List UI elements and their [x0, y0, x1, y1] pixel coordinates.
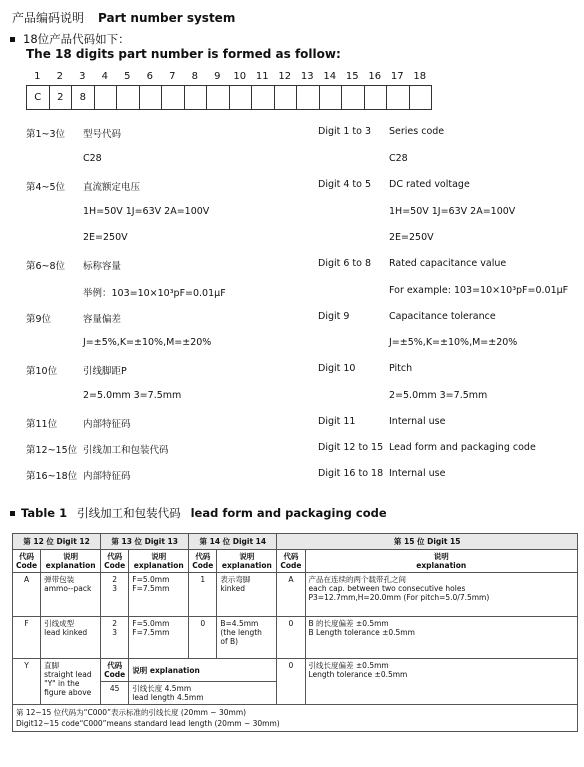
cn-position: 第10位 [26, 366, 58, 377]
en-position: Digit 1 to 3 [318, 126, 372, 137]
cn-description: 1H=50V 1J=63V 2A=100V [83, 206, 210, 217]
table1-title-en: Table 1 [21, 506, 68, 520]
table-cell: F=5.0mm F=7.5mm [129, 617, 189, 659]
digit-box [386, 86, 409, 109]
en-description: For example: 103=10×10³pF=0.01μF [389, 285, 569, 296]
code-header [101, 550, 129, 573]
digit-box [364, 86, 387, 109]
note-cn: 第 12~15 位代码为“C000”表示标准的引线长度 (20mm ~ 30mm) [16, 708, 247, 717]
cn-description: 型号代码 [83, 129, 122, 140]
table-subheader-row [13, 550, 578, 573]
en-description: DC rated voltage [389, 179, 470, 190]
table-header-row [13, 534, 578, 550]
digit-number: 9 [214, 71, 221, 82]
table-cell: A [13, 573, 41, 617]
table-note [13, 705, 578, 732]
intro-cn: 18位产品代码如下： [23, 32, 130, 46]
digit-box [296, 86, 319, 109]
en-position: Digit 12 to 15 [318, 442, 384, 453]
cn-position: 第6~8位 [26, 261, 66, 272]
expl-header [305, 550, 578, 573]
cn-description: C28 [83, 153, 102, 164]
cn-description: 容量偏差 [83, 314, 122, 325]
table-cell: 产品在连续的两个载带孔之间 each cap. between two consecutive holes P3=12.7mm,H=20.0mm (For pitch=5.0/7.5mm) [305, 573, 578, 617]
digit-number: 8 [191, 71, 198, 82]
table-cell: B=4.5mm (the length of B) [217, 617, 277, 659]
digit-number: 11 [255, 71, 269, 82]
digit-box [184, 86, 207, 109]
cn-description: J=±5%,K=±10%,M=±20% [83, 337, 212, 348]
digit-box: 2 [49, 86, 72, 109]
digit-box: 8 [71, 86, 94, 109]
digit-number: 12 [278, 71, 292, 82]
table-cell: B 的长度偏差 ±0.5mm B Length tolerance ±0.5mm [305, 617, 578, 659]
digit-number-row [26, 71, 426, 84]
code-en: Code [16, 561, 38, 570]
digit15-header: 第 15 位 Digit 15 [277, 534, 578, 550]
expl-header [217, 550, 277, 573]
digit-box [161, 86, 184, 109]
table-cell: 2 3 [101, 573, 129, 617]
en-position: Digit 6 to 8 [318, 258, 372, 269]
digit-number: 17 [390, 71, 404, 82]
expl-header [129, 550, 189, 573]
digit-number: 13 [300, 71, 314, 82]
table1-title-cn: 引线加工和包装代码 [77, 506, 181, 520]
digit-box [139, 86, 162, 109]
digit-number: 15 [345, 71, 359, 82]
table-cell: 引线成型 lead kinked [41, 617, 101, 659]
digit-box: C [34, 92, 42, 103]
header-en: Part number system [98, 11, 236, 25]
en-description: 2E=250V [389, 232, 434, 243]
table-cell: 0 [189, 617, 217, 659]
table-note-row [13, 705, 578, 732]
cn-position: 第9位 [26, 314, 52, 325]
en-description: Rated capacitance value [389, 258, 507, 269]
en-description: 2=5.0mm 3=7.5mm [389, 390, 488, 401]
table-cell: 0 [277, 617, 305, 659]
code-en: Code [104, 561, 126, 570]
lead-form-table [12, 533, 578, 732]
digit-number: 14 [323, 71, 337, 82]
cn-description: 内部特征码 [83, 471, 131, 482]
digit-box [116, 86, 139, 109]
en-position: Digit 4 to 5 [318, 179, 372, 190]
code-en: Code [280, 561, 302, 570]
expl-cn: 说明 [63, 552, 79, 561]
expl-en: explanation [133, 561, 184, 570]
code-en: Code [192, 561, 214, 570]
code-header [13, 550, 41, 573]
expl-cn: 说明 [239, 552, 255, 561]
table-cell: A [277, 573, 305, 617]
digit-box [251, 86, 274, 109]
digit-box [274, 86, 297, 109]
cn-description: 引线脚距P [83, 366, 127, 377]
sub-expl-header: 说明 explanation [129, 659, 277, 682]
code-header [189, 550, 217, 573]
header-cn: 产品编码说明 [12, 11, 85, 25]
en-description: Internal use [389, 468, 446, 479]
digit-number: 16 [368, 71, 382, 82]
table1-title-en2: lead form and packaging code [190, 506, 387, 520]
intro-line [10, 31, 130, 47]
page-header [12, 9, 235, 26]
bullet-icon [10, 37, 15, 42]
intro-en: The 18 digits part number is formed as follow: [26, 47, 341, 61]
digit14-header: 第 14 位 Digit 14 [189, 534, 277, 550]
code-header [277, 550, 305, 573]
en-position: Digit 11 [318, 416, 356, 427]
en-description: 1H=50V 1J=63V 2A=100V [389, 206, 516, 217]
en-position: Digit 10 [318, 363, 356, 374]
cn-position: 第4~5位 [26, 182, 66, 193]
digit-number: 1 [34, 71, 41, 82]
expl-en: explanation [221, 561, 272, 570]
digit-box [229, 86, 252, 109]
en-description: Capacitance tolerance [389, 311, 496, 322]
note-en: Digit12~15 code“C000”means standard lead length (20mm ~ 30mm) [16, 719, 280, 728]
table-cell: 45 [101, 682, 129, 705]
table-cell: F [13, 617, 41, 659]
table-cell: 1 [189, 573, 217, 617]
table-cell: 引线长度偏差 ±0.5mm Length tolerance ±0.5mm [305, 659, 578, 705]
table-cell: 2 3 [101, 617, 129, 659]
code-cn: 代码 [195, 552, 211, 561]
digit-box [94, 86, 117, 109]
digit-box [319, 86, 342, 109]
expl-en: explanation [45, 561, 96, 570]
cn-position: 第12~15位 [26, 445, 78, 456]
sub-code-header: 代码 Code [101, 659, 129, 682]
expl-header [41, 550, 101, 573]
digit-number: 5 [124, 71, 131, 82]
cn-position: 第16~18位 [26, 471, 78, 482]
digit-number: 2 [56, 71, 63, 82]
table1-title [10, 505, 387, 521]
cn-description: 2E=250V [83, 232, 128, 243]
code-cn: 代码 [107, 552, 123, 561]
expl-cn: 说明 [433, 552, 449, 561]
en-position: Digit 16 to 18 [318, 468, 384, 479]
en-description: Internal use [389, 416, 446, 427]
cn-description: 内部特征码 [83, 419, 131, 430]
cn-description: 引线加工和包装代码 [83, 445, 169, 456]
digit-box [341, 86, 364, 109]
table-row [13, 617, 578, 659]
en-description: J=±5%,K=±10%,M=±20% [389, 337, 518, 348]
digit-number: 10 [233, 71, 247, 82]
digit12-header: 第 12 位 Digit 12 [13, 534, 101, 550]
digit-number: 4 [101, 71, 108, 82]
table-cell: F=5.0mm F=7.5mm [129, 573, 189, 617]
digit-box [206, 86, 229, 109]
digit-box-row [26, 85, 432, 110]
cn-description: 举例：103=10×10³pF=0.01μF [83, 288, 226, 299]
table-cell: 引线长度 4.5mm lead length 4.5mm [129, 682, 277, 705]
digit-number: 18 [413, 71, 427, 82]
table-cell: 弹带包装 ammo--pack [41, 573, 101, 617]
digit-box [409, 86, 432, 109]
table-row [13, 573, 578, 617]
en-description: C28 [389, 153, 408, 164]
cn-description: 直流额定电压 [83, 182, 141, 193]
en-description: Series code [389, 126, 445, 137]
cn-position: 第1~3位 [26, 129, 66, 140]
bullet-icon [10, 511, 15, 516]
cn-description: 标称容量 [83, 261, 122, 272]
code-cn: 代码 [19, 552, 35, 561]
en-description: Pitch [389, 363, 413, 374]
cn-position: 第11位 [26, 419, 58, 430]
digit-number: 7 [169, 71, 176, 82]
table-row [13, 659, 578, 682]
table-cell: 表示弯脚 kinked [217, 573, 277, 617]
digit13-header: 第 13 位 Digit 13 [101, 534, 189, 550]
code-cn: 代码 [283, 552, 299, 561]
table-cell: 0 [277, 659, 305, 705]
digit-number: 6 [146, 71, 153, 82]
table-cell: 直脚 straight lead "Y" in the figure above [41, 659, 101, 705]
expl-en: explanation [416, 561, 467, 570]
en-position: Digit 9 [318, 311, 350, 322]
cn-description: 2=5.0mm 3=7.5mm [83, 390, 182, 401]
digit-number: 3 [79, 71, 86, 82]
table-cell: Y [13, 659, 41, 705]
en-description: Lead form and packaging code [389, 442, 536, 453]
expl-cn: 说明 [151, 552, 167, 561]
